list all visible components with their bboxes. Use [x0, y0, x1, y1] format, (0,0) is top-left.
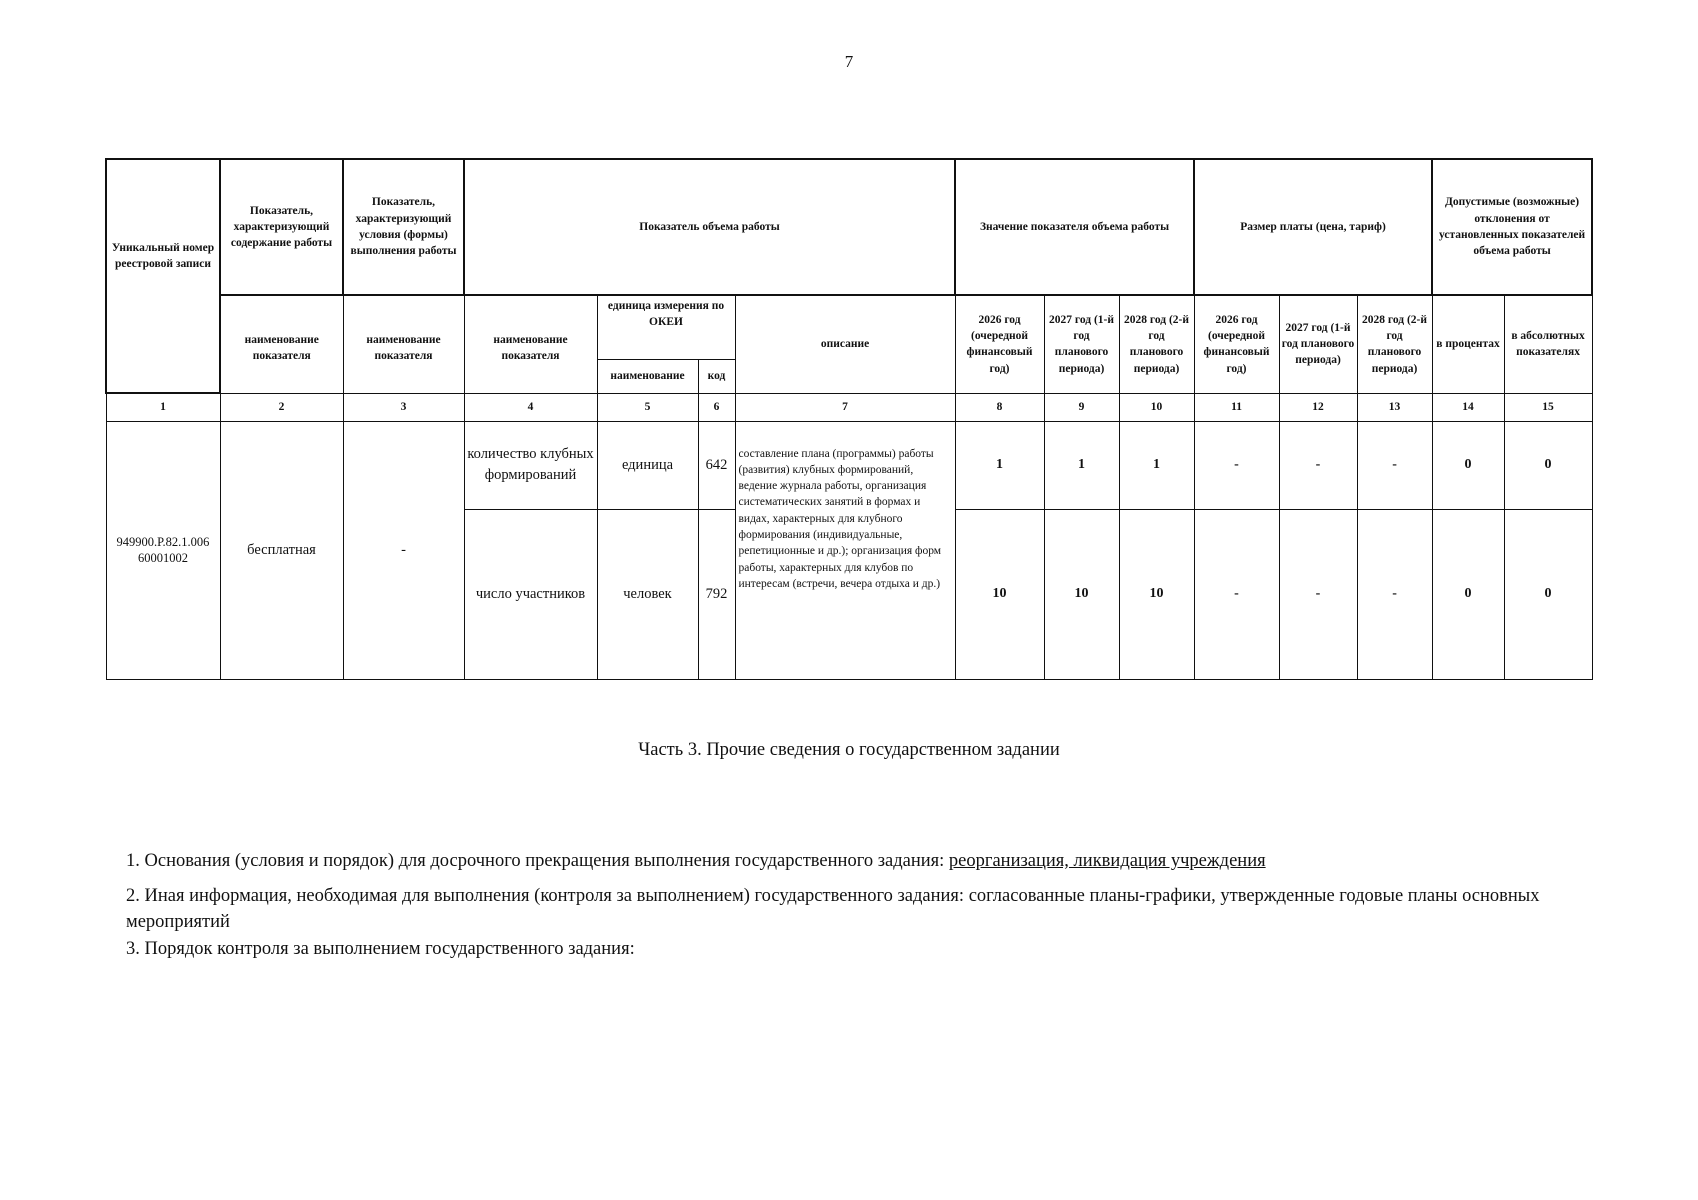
page-number: 7: [844, 52, 854, 71]
column-number: 9: [1044, 393, 1119, 421]
record-value-2026: 10: [955, 509, 1044, 679]
part3-title: Часть 3. Прочие сведения о государственном задании: [638, 740, 1060, 760]
header-volume-indicator: Показатель объема работы: [464, 159, 955, 295]
column-numbers-row: [106, 393, 1592, 421]
part3-item1-label: 1. Основания (условия и порядок) для досрочного прекращения выполнения государственного задания:: [126, 851, 949, 871]
work-volume-table: [105, 158, 1593, 680]
part3-item2: 2. Иная информация, необходимая для выполнения (контроля за выполнением) государственного задания: согласованные планы-графики, утвержденные годовые планы основных мероприятий: [126, 886, 1540, 932]
record-fee-2028: -: [1357, 509, 1432, 679]
part3-item1-value: реорганизация, ликвидация учреждения: [948, 851, 1266, 871]
column-number: 11: [1194, 393, 1279, 421]
record-value-2027: 10: [1044, 509, 1119, 679]
record-fee-2026: -: [1194, 509, 1279, 679]
header-in-percent: в процентах: [1432, 295, 1504, 393]
header-value-2027: 2027 год (1-й год планового периода): [1044, 295, 1119, 393]
record-fee-2027: -: [1279, 421, 1357, 509]
header-deviations: Допустимые (возможные) отклонения от установленных показателей объема работы: [1432, 159, 1592, 295]
record-fee-2026: -: [1194, 421, 1279, 509]
record-unit: человек: [597, 509, 698, 679]
header-fee-2028: 2028 год (2-й год планового периода): [1357, 295, 1432, 393]
header-volume-name: наименование показателя: [464, 295, 597, 393]
record-indicator: число участников: [464, 509, 597, 679]
record-unit: единица: [597, 421, 698, 509]
record-code: 792: [698, 509, 735, 679]
header-okei-name: наименование: [597, 359, 698, 393]
record-fee-2028: -: [1357, 421, 1432, 509]
column-number: 2: [220, 393, 343, 421]
record-code: 642: [698, 421, 735, 509]
record-dev-percent: 0: [1432, 421, 1504, 509]
header-description: описание: [735, 295, 955, 393]
column-number: 12: [1279, 393, 1357, 421]
record-value-2027: 1: [1044, 421, 1119, 509]
column-number: 14: [1432, 393, 1504, 421]
record-unique-number: 949900.Р.82.1.006 60001002: [106, 421, 220, 679]
header-value-2028: 2028 год (2-й год планового периода): [1119, 295, 1194, 393]
record-conditions-name: -: [343, 421, 464, 679]
record-description: составление плана (программы) работы (развития) клубных формирований, ведение журнала работы, организация систематических занятий в формах и видах, характерных для клубного формирования (индивидуальные, репетиционные и др.); организация форм работы, характерных для клубов по интересам (встречи, вечера отдыха и др.): [735, 421, 955, 679]
header-unique-number: Уникальный номер реестровой записи: [106, 159, 220, 393]
column-number: 4: [464, 393, 597, 421]
header-conditions-name: наименование показателя: [343, 295, 464, 393]
column-number: 8: [955, 393, 1044, 421]
header-value-2026: 2026 год (очередной финансовый год): [955, 295, 1044, 393]
column-number: 1: [106, 393, 220, 421]
header-in-absolute: в абсолютных показателях: [1504, 295, 1592, 393]
header-fee-2026: 2026 год (очередной финансовый год): [1194, 295, 1279, 393]
header-fee: Размер платы (цена, тариф): [1194, 159, 1432, 295]
table-row: [106, 421, 1592, 509]
header-content-indicator: Показатель, характеризующий содержание работы: [220, 159, 343, 295]
column-number: 15: [1504, 393, 1592, 421]
header-okei-unit: единица измерения по ОКЕИ: [597, 295, 735, 359]
header-conditions-indicator: Показатель, характеризующий условия (формы) выполнения работы: [343, 159, 464, 295]
header-volume-value: Значение показателя объема работы: [955, 159, 1194, 295]
record-dev-absolute: 0: [1504, 421, 1592, 509]
part3-item3: 3. Порядок контроля за выполнением государственного задания:: [126, 939, 635, 959]
record-value-2028: 1: [1119, 421, 1194, 509]
header-okei-code: код: [698, 359, 735, 393]
header-fee-2027: 2027 год (1-й год планового периода): [1279, 295, 1357, 393]
part3-item1: [126, 848, 1566, 874]
record-fee-2027: -: [1279, 509, 1357, 679]
record-value-2028: 10: [1119, 509, 1194, 679]
column-number: 5: [597, 393, 698, 421]
column-number: 6: [698, 393, 735, 421]
record-dev-percent: 0: [1432, 509, 1504, 679]
record-value-2026: 1: [955, 421, 1044, 509]
column-number: 7: [735, 393, 955, 421]
record-indicator: количество клубных формирований: [464, 421, 597, 509]
column-number: 13: [1357, 393, 1432, 421]
column-number: 10: [1119, 393, 1194, 421]
column-number: 3: [343, 393, 464, 421]
record-dev-absolute: 0: [1504, 509, 1592, 679]
header-content-name: наименование показателя: [220, 295, 343, 393]
record-content-name: бесплатная: [220, 421, 343, 679]
